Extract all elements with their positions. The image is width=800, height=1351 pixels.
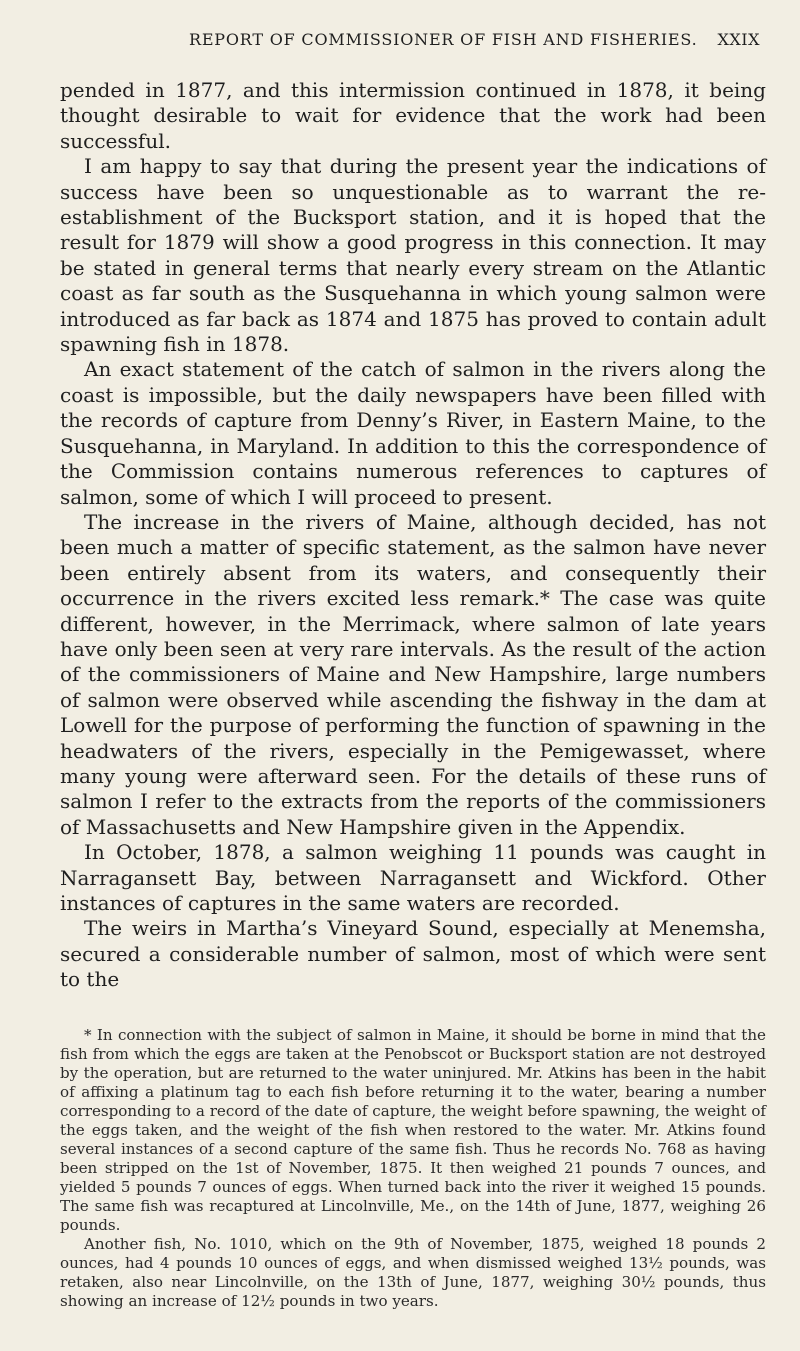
paragraph: pended in 1877, and this intermission continued in 1878, it being thought desirable to wait for evidence that the work had been successful.: [60, 78, 766, 153]
body-text: [60, 78, 766, 993]
footnotes: [60, 1026, 766, 1311]
paragraph: In October, 1878, a salmon weighing 11 pounds was caught in Narragansett Bay, between Narragansett and Wickford. Other instances of captures in the same waters are recorded.: [60, 840, 766, 915]
paragraph: The increase in the rivers of Maine, although decided, has not been much a matter of specific statement, as the salmon have never been entirely absent from its waters, and consequently their occurrence in the rivers excited less remark.* The case was quite different, however, in the Merrimack, where salmon of late years have only been seen at very rare intervals. As the result of the action of the commissioners of Maine and New Hampshire, large numbers of salmon were observed while ascending the fishway in the dam at Lowell for the purpose of performing the function of spawning in the headwaters of the rivers, especially in the Pemigewasset, where many young were afterward seen. For the details of these runs of salmon I refer to the extracts from the reports of the commissioners of Massachusetts and New Hampshire given in the Appendix.: [60, 509, 766, 839]
footnote-paragraph: * In connection with the subject of salmon in Maine, it should be borne in mind that the fish from which the eggs are taken at the Penobscot or Bucksport station are not destroyed by the operation, but are returned to the water uninjured. Mr. Atkins has been in the habit of affixing a platinum tag to each fish before returning it to the water, bearing a number corresponding to a record of the date of capture, the weight before spawning, the weight of the eggs taken, and the weight of the fish when restored to the water. Mr. Atkins found several instances of a second capture of the same fish. Thus he records No. 768 as having been stripped on the 1st of November, 1875. It then weighed 21 pounds 7 ounces, and yielded 5 pounds 7 ounces of eggs. When turned back into the river it weighed 15 pounds. The same fish was recaptured at Lincolnville, Me., on the 14th of June, 1877, weighing 26 pounds.: [60, 1026, 766, 1234]
running-title: REPORT OF COMMISSIONER OF FISH AND FISHERIES.: [188, 30, 698, 49]
paragraph: The weirs in Martha’s Vineyard Sound, especially at Menemsha, secured a considerable number of salmon, most of which were sent to the: [60, 916, 766, 992]
running-header: [60, 30, 760, 49]
paragraph: An exact statement of the catch of salmon in the rivers along the coast is impossible, but the daily newspapers have been filled with the records of capture from Denny’s River, in Eastern Maine, to the Susquehanna, in Maryland. In addition to this the correspondence of the Commission contains numerous references to captures of salmon, some of which I will proceed to present.: [60, 357, 766, 509]
page-number: XXIX: [717, 30, 760, 49]
footnote-paragraph: Another fish, No. 1010, which on the 9th of November, 1875, weighed 18 pounds 2 ounces, had 4 pounds 10 ounces of eggs, and when dismissed weighed 13½ pounds, was retaken, also near Lincolnville, on the 13th of June, 1877, weighing 30½ pounds, thus showing an increase of 12½ pounds in two years.: [60, 1235, 766, 1310]
paragraph: I am happy to say that during the present year the indications of success have been so unquestionable as to warrant the re-establishment of the Bucksport station, and it is hoped that the result for 1879 will show a good progress in this connection. It may be stated in general terms that nearly every stream on the Atlantic coast as far south as the Susquehanna in which young salmon were introduced as far back as 1874 and 1875 has proved to contain adult spawning fish in 1878.: [60, 154, 766, 357]
